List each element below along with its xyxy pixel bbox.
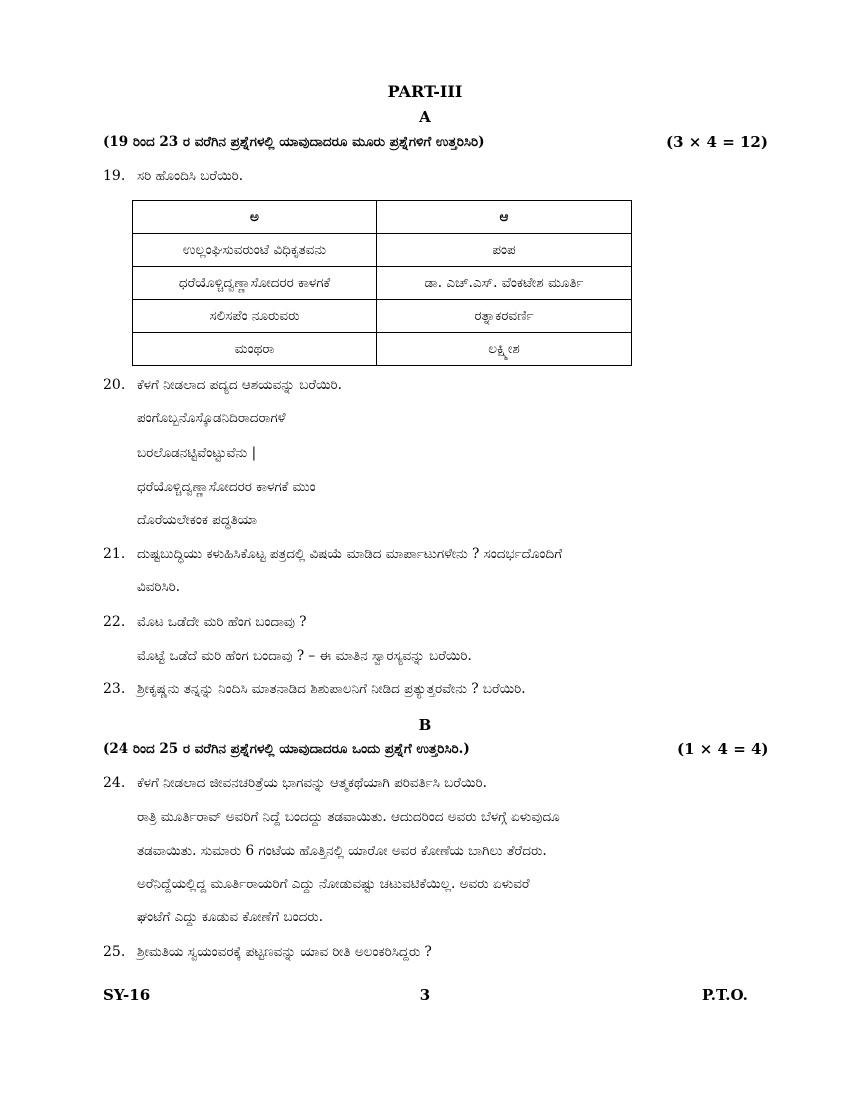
question-number: 22. bbox=[103, 614, 126, 630]
question-number: 25. bbox=[103, 944, 126, 960]
match-table bbox=[132, 200, 632, 366]
question-text: ಮೊಟ ಒಡೆದೇ ಮರಿ ಹೆಂಗ ಬಂದಾವು ? bbox=[137, 614, 307, 630]
table-row bbox=[133, 267, 632, 300]
part-title: PART-III bbox=[387, 82, 463, 101]
poem-line: ಧರೆಯೊಳ್ಚಿದ್ವಣ್ಣಾಸೋದರರ ಕಾಳಗಕೆ ಮುಂ bbox=[137, 479, 316, 495]
table-row bbox=[133, 300, 632, 333]
passage-line: ಅರೆನಿದ್ದೆಯಲ್ಲಿದ್ದ ಮೂರ್ತಿರಾಯರಿಗೆ ಎದ್ದು ನೋಡುವಷ್ಟು ಚಟುವಟಿಕೆಯಿಲ್ಲ. ಅವರು ಏಳುವರೆ bbox=[137, 876, 530, 892]
question-number: 23. bbox=[103, 681, 126, 697]
table-cell: ಧರೆಯೊಳ್ಚಿದ್ವಣ್ಣಾಸೋದರರ ಕಾಳಗಕೆ bbox=[133, 267, 377, 300]
section-a-marks: (3 × 4 = 12) bbox=[666, 133, 768, 151]
table-row bbox=[133, 333, 632, 366]
pto-label: P.T.O. bbox=[702, 986, 748, 1004]
table-cell: ಡಾ. ಎಚ್.ಎಸ್. ವೆಂಕಟೇಶ ಮೂರ್ತಿ bbox=[377, 267, 632, 300]
table-cell: ಲಕ್ಷ್ಮೀಶ bbox=[377, 333, 632, 366]
table-cell: ಪಂಪ bbox=[377, 234, 632, 267]
question-text: ಶ್ರೀಮತಿಯ ಸ್ವಯಂವರಕ್ಕೆ ಪಟ್ಟಣವನ್ನು ಯಾವ ರೀತಿ ಅಲಂಕರಿಸಿದ್ದರು ? bbox=[137, 944, 432, 960]
question-text: ವಿವರಿಸಿರಿ. bbox=[137, 579, 181, 595]
column-header: ಅ bbox=[133, 201, 377, 234]
passage-line: ತಡವಾಯಿತು. ಸುಮಾರು 6 ಗಂಟೆಯ ಹೊತ್ತಿನಲ್ಲಿ ಯಾರೋ ಅವರ ಕೋಣೆಯ ಬಾಗಿಲು ತೆರೆದರು. bbox=[137, 843, 547, 859]
page-number: 3 bbox=[419, 986, 431, 1004]
table-cell: ಮಂಥರಾ bbox=[133, 333, 377, 366]
section-b-marks: (1 × 4 = 4) bbox=[677, 740, 769, 758]
question-text: ಕೆಳಗೆ ನೀಡಲಾದ ಪದ್ಯದ ಆಶಯವನ್ನು ಬರೆಯಿರಿ. bbox=[137, 377, 342, 393]
section-a-instruction: (19 ರಿಂದ 23 ರ ವರೆಗಿನ ಪ್ರಶ್ನೆಗಳಲ್ಲಿ ಯಾವುದಾದರೂ ಮೂರು ಪ್ರಶ್ನೆಗಳಿಗೆ ಉತ್ತರಿಸಿರಿ) bbox=[103, 134, 485, 150]
poem-line: ಬರಲೊಡನಟ್ಟಿವೆಂಟ್ಟುವೆನು | bbox=[137, 445, 257, 461]
section-a-letter: A bbox=[419, 108, 431, 126]
section-b-instruction: (24 ರಿಂದ 25 ರ ವರೆಗಿನ ಪ್ರಶ್ನೆಗಳಲ್ಲಿ ಯಾವುದಾದರೂ ಒಂದು ಪ್ರಶ್ನೆಗೆ ಉತ್ತರಿಸಿರಿ.) bbox=[103, 741, 470, 757]
poem-line: ದೊರೆಯಲೇಕಂಕ ಪದ್ಧತಿಯಾ bbox=[137, 512, 258, 528]
question-number: 19. bbox=[103, 168, 126, 184]
table-cell: ಉಲ್ಲಂಘಿಸುವರುಂಟೆ ವಿಧಿಕೃತವನು bbox=[133, 234, 377, 267]
question-text: ಮೊಟ್ಟೆ ಒಡೆದೆ ಮರಿ ಹೆಂಗ ಬಂದಾವು ? – ಈ ಮಾತಿನ ಸ್ವಾರಸ್ಯವನ್ನು ಬರೆಯಿರಿ. bbox=[137, 648, 472, 664]
section-b-letter: B bbox=[418, 716, 432, 734]
question-text: ಸರಿ ಹೊಂದಿಸಿ ಬರೆಯಿರಿ. bbox=[137, 168, 243, 184]
poem-line: ಪಂಗೊಬ್ಬನೊಸ್ಕೊಡನಿದಿರಾದರಾಗಳೆ bbox=[137, 410, 286, 426]
passage-line: ರಾತ್ರಿ ಮೂರ್ತಿರಾವ್ ಅವರಿಗೆ ನಿದ್ದೆ ಬಂದದ್ದು ತಡವಾಯಿತು. ಆದುದರಿಂದ ಅವರು ಬೆಳಗ್ಗೆ ಏಳುವುದೂ bbox=[137, 809, 560, 825]
table-row bbox=[133, 234, 632, 267]
question-number: 20. bbox=[103, 377, 126, 393]
column-header: ಆ bbox=[377, 201, 632, 234]
table-header-row bbox=[133, 201, 632, 234]
question-text: ಕೆಳಗೆ ನೀಡಲಾದ ಜೀವನಚರಿತ್ರೆಯ ಭಾಗವನ್ನು ಆತ್ಮಕಥೆಯಾಗಿ ಪರಿವರ್ತಿಸಿ ಬರೆಯಿರಿ. bbox=[137, 775, 487, 791]
question-number: 21. bbox=[103, 546, 126, 562]
question-text: ದುಷ್ಟಬುದ್ಧಿಯು ಕಳುಹಿಸಿಕೊಟ್ಟ ಪತ್ರದಲ್ಲಿ ವಿಷಯೆ ಮಾಡಿದ ಮಾರ್ಪಾಟುಗಳೇನು ? ಸಂದರ್ಭದೊಂದಿಗೆ bbox=[137, 546, 563, 562]
table-cell: ರತ್ನಾಕರವರ್ಣಿ bbox=[377, 300, 632, 333]
passage-line: ಘಂಟೆಗೆ ಎದ್ದು ಕೂಡುವ ಕೋಣೆಗೆ ಬಂದರು. bbox=[137, 909, 324, 925]
table-cell: ಸಲಿಸಪೆಂ ನೂರುವರು bbox=[133, 300, 377, 333]
question-text: ಶ್ರೀಕೃಷ್ಣನು ತನ್ನನ್ನು ನಿಂದಿಸಿ ಮಾತನಾಡಿದ ಶಿಶುಪಾಲನಿಗೆ ನೀಡಿದ ಪ್ರತ್ಯುತ್ತರವೇನು ? ಬರೆಯಿರಿ. bbox=[137, 681, 526, 697]
question-number: 24. bbox=[103, 775, 126, 791]
paper-code: SY-16 bbox=[103, 986, 151, 1004]
